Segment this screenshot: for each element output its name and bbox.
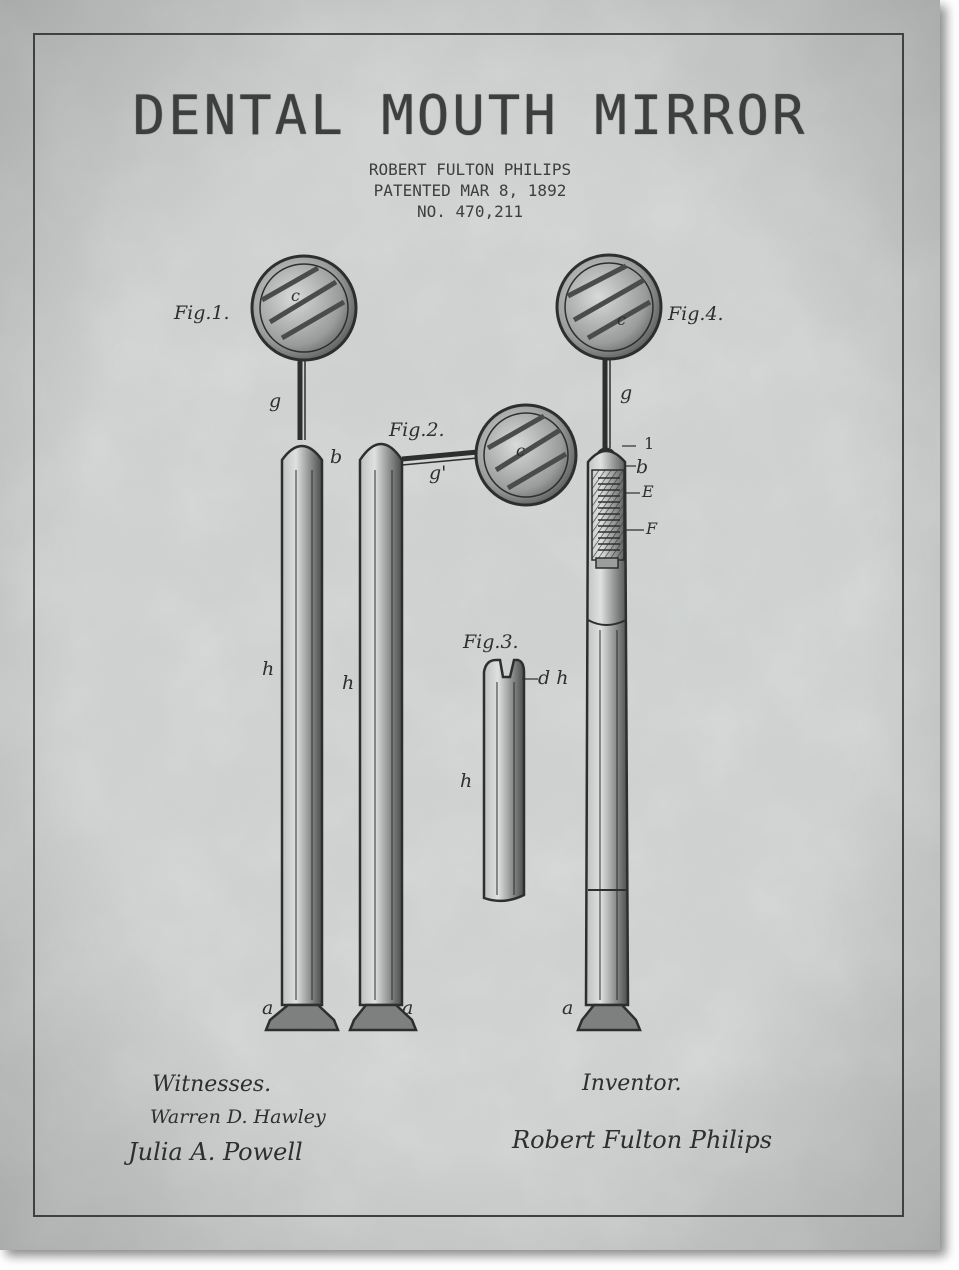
witness-signature-2: Julia A. Powell bbox=[128, 1138, 303, 1166]
part-F-fig4: F bbox=[646, 519, 658, 538]
part-d-h-fig3: d h bbox=[538, 667, 569, 689]
part-h-fig2: h bbox=[342, 672, 355, 694]
part-b-fig4: b bbox=[636, 456, 649, 478]
part-a-fig1: a bbox=[262, 997, 274, 1019]
witness-signature-1: Warren D. Hawley bbox=[150, 1106, 326, 1128]
part-a-fig4: a bbox=[562, 997, 574, 1019]
inventor-line: ROBERT FULTON PHILIPS bbox=[368, 160, 572, 179]
fig-4-label: Fig.4. bbox=[668, 303, 724, 325]
fig-2-label: Fig.2. bbox=[389, 419, 445, 441]
part-g-prime-fig2: g' bbox=[429, 462, 447, 484]
part-E-fig4: E bbox=[642, 482, 654, 501]
figure-2-mirror bbox=[350, 405, 576, 1030]
figure-1-mirror bbox=[252, 256, 356, 1030]
patent-number: NO. 470,211 bbox=[417, 202, 523, 221]
part-g-fig4: g bbox=[620, 382, 633, 404]
page-title: DENTAL MOUTH MIRROR bbox=[132, 84, 808, 147]
part-h-fig1: h bbox=[262, 658, 275, 680]
figure-4-mirror-section bbox=[557, 255, 661, 1030]
patent-date: PATENTED MAR 8, 1892 bbox=[373, 181, 567, 200]
inventor-signature: Robert Fulton Philips bbox=[512, 1126, 773, 1154]
part-1-fig4: 1 bbox=[644, 434, 655, 453]
part-a-fig2: a bbox=[402, 997, 414, 1019]
fig-1-label: Fig.1. bbox=[174, 302, 230, 324]
part-g-fig1: g bbox=[269, 390, 282, 412]
part-c-fig2: c bbox=[516, 441, 525, 460]
witnesses-heading: Witnesses. bbox=[152, 1072, 272, 1097]
part-c-fig4: c bbox=[617, 310, 626, 329]
part-h-fig3: h bbox=[460, 770, 473, 792]
inventor-heading: Inventor. bbox=[582, 1071, 682, 1096]
part-b-fig1: b bbox=[330, 446, 343, 468]
fig-3-label: Fig.3. bbox=[463, 631, 519, 653]
figure-3-sleeve bbox=[484, 660, 538, 901]
part-c-fig1: c bbox=[291, 286, 300, 305]
